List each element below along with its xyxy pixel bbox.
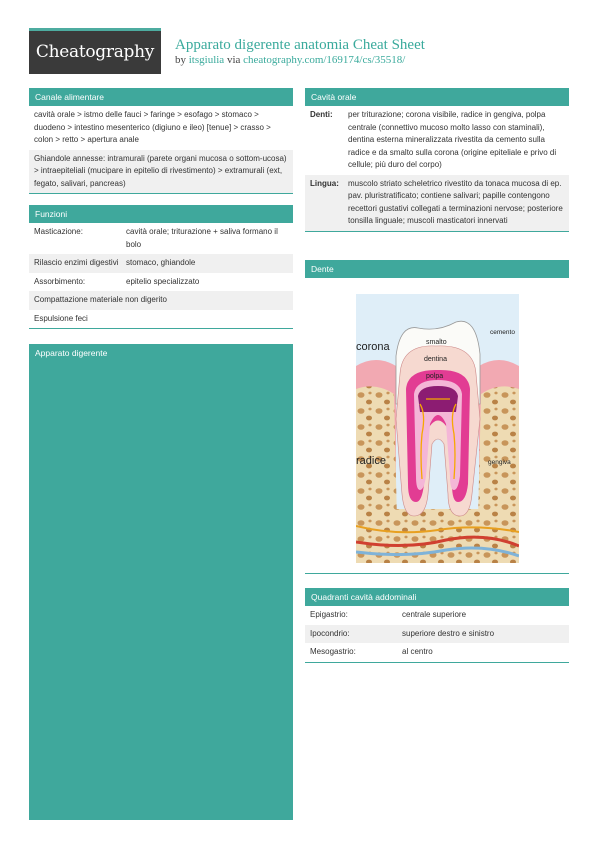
row-key: Lingua: xyxy=(310,178,339,188)
section-title: Funzioni xyxy=(29,205,293,223)
tooth-figure xyxy=(305,278,569,573)
text-row: cavità orale > istmo delle fauci > faringe > esofago > stomaco > duodeno > intestino mesenterico (digiuno e ileo) [tenue] > crasso > colon > retto > apertura anale xyxy=(34,110,271,144)
sheet-url-link[interactable]: cheatography.com/169174/cs/35518/ xyxy=(243,54,406,66)
table-row xyxy=(305,606,569,625)
table-row xyxy=(305,175,569,231)
section-body xyxy=(29,106,293,194)
section-body xyxy=(305,606,569,663)
row-value: per triturazione; corona visibile, radice in gengiva, polpa centrale (connettivo mucoso molto lasso con staminali), dentina esterna mineralizzata rivestita da cemento sulla radice e da smalto sulla corona (origine epiteliale e privo di cellule; più duro del corpo) xyxy=(348,110,557,169)
row-key: Compattazione materiale non digerito xyxy=(34,295,167,304)
row-value: al centro xyxy=(402,647,433,656)
row-key: Mesogastrio: xyxy=(310,647,356,656)
page-title: Apparato digerente anatomia Cheat Sheet xyxy=(175,37,425,53)
row-value: stomaco, ghiandole xyxy=(126,258,196,267)
section-body xyxy=(305,278,569,574)
section-title: Dente xyxy=(305,260,569,278)
row-value: cavità orale; triturazione + saliva formano il bolo xyxy=(126,227,278,249)
section-cavita-orale xyxy=(305,88,569,232)
row-value: muscolo striato scheletrico rivestito da tonaca mucosa di ep. pav. pluristratificato; contiene salivari; papille contengono recettori gustativi collegati a terminazioni nervose; posteriore tonsilla linguale; muscoli masticatori innervati xyxy=(348,178,563,225)
section-body xyxy=(305,106,569,232)
row-key: Denti: xyxy=(310,110,333,119)
section-title: Quadranti cavità addominali xyxy=(305,588,569,606)
text-row: Ghiandole annesse: intramurali (parete organi mucosa o sottom-ucosa) > intraepiteliali (mucipare in epitelio di rivestimento) > extramurali (ext, fegato, salivari, pancreas) xyxy=(29,150,293,194)
table-row xyxy=(29,291,293,310)
row-value: superiore destro e sinistro xyxy=(402,628,495,638)
label-cemento: cemento xyxy=(489,329,515,336)
table-row xyxy=(29,310,293,329)
table-row xyxy=(29,273,293,292)
by-label: by xyxy=(175,54,186,66)
row-key: Rilascio enzimi digestivi xyxy=(34,258,119,267)
section-body xyxy=(29,223,293,329)
row-value: epitelio specializzato xyxy=(126,276,200,286)
label-gengiva: gengiva xyxy=(487,459,511,466)
row-key: Ipocondrio: xyxy=(310,628,350,638)
section-quadranti xyxy=(305,588,569,663)
table-row xyxy=(29,254,293,273)
row-key: Assorbimento: xyxy=(34,276,86,286)
table-row xyxy=(305,625,569,644)
row-value: centrale superiore xyxy=(402,610,467,619)
label-smalto: smalto xyxy=(425,339,447,346)
table-row xyxy=(29,223,293,254)
section-canale-alimentare xyxy=(29,88,293,194)
section-title: Apparato digerente xyxy=(29,344,293,362)
author-link[interactable]: itsgiulia xyxy=(188,54,225,66)
row-key: Masticazione: xyxy=(34,227,83,236)
label-polpa: polpa xyxy=(425,373,443,380)
row-key: Espulsione feci xyxy=(34,313,88,323)
logo[interactable] xyxy=(29,28,161,74)
section-dente xyxy=(305,260,569,574)
tooth-diagram xyxy=(356,294,519,563)
section-title: Cavità orale xyxy=(305,88,569,106)
via-label: via xyxy=(226,54,241,66)
label-dentina: dentina xyxy=(423,356,447,363)
section-funzioni xyxy=(29,205,293,329)
section-apparato-digerente xyxy=(29,344,293,820)
table-row xyxy=(305,106,569,175)
label-corona: corona xyxy=(355,341,390,353)
logo-text: Cheatography xyxy=(35,42,155,62)
table-row xyxy=(305,643,569,662)
row-key: Epigastrio: xyxy=(310,610,348,619)
label-radice: radice xyxy=(355,455,386,467)
section-title: Canale alimentare xyxy=(29,88,293,106)
byline xyxy=(175,54,405,66)
